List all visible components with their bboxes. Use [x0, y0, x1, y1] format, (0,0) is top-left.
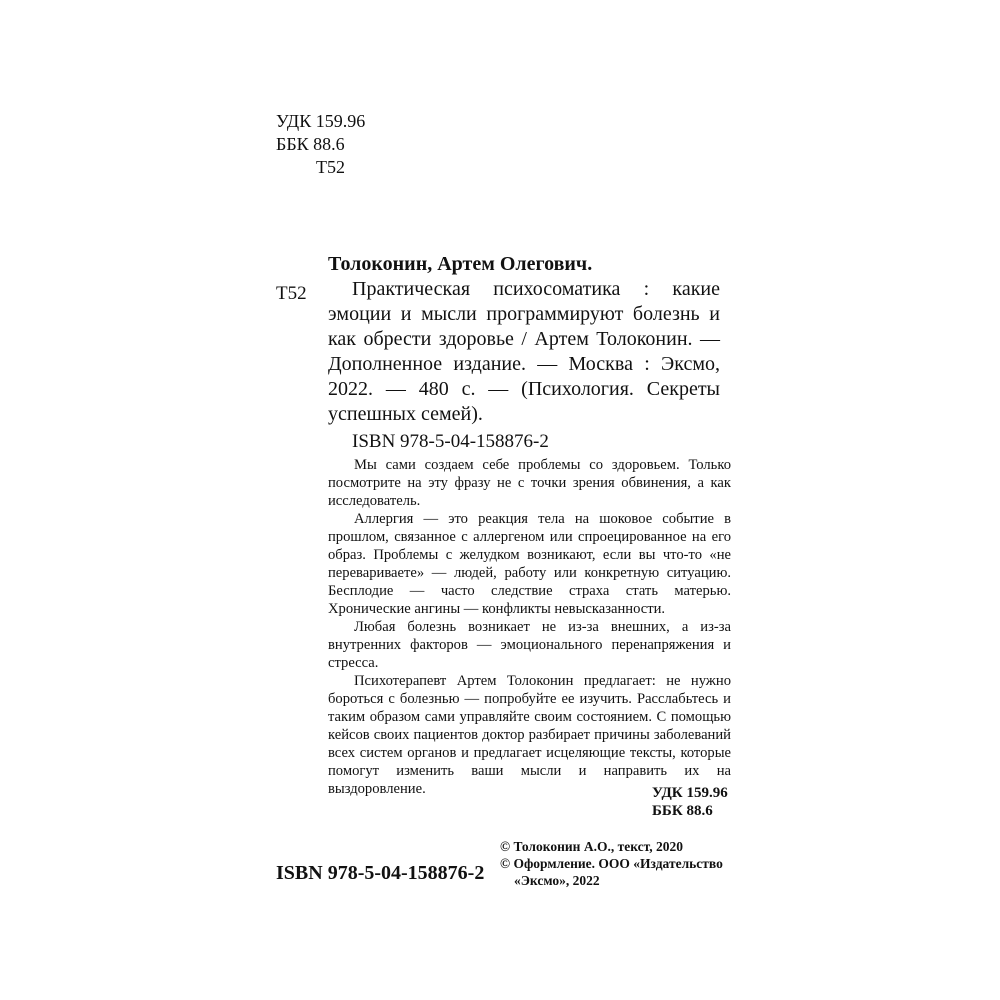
bbk-code: ББК 88.6	[652, 803, 713, 819]
copyright-publisher: «Эксмо», 2022	[514, 873, 600, 888]
bbk-code: ББК 88.6	[276, 134, 345, 154]
annotation-paragraph: Аллергия — это реакция тела на шоковое событие в прошлом, связанное с аллергеном или спроецированное на его образ. Проблемы с желудком возникают, если вы что-то «не перевариваете» — людей, работу или конкретную ситуацию. Бесплодие — часто следствие страха стать матерью. Хронические ангины — конфликты невысказанности.	[328, 511, 731, 617]
annotation-paragraph: Психотерапевт Артем Толоконин предлагает: не нужно бороться с болезнью — попробуйте ее изучить. Расслабьтесь и таким образом сами управляйте своим состоянием. С помощью кейсов своих пациентов доктор разбирает причины заболеваний всех систем органов и предлагает исцеляющие тексты, которые помогут изменить ваши мысли и направить их на выздоровление.	[328, 673, 731, 797]
bibliographic-description: Практическая психосоматика : какие эмоции и мысли программируют болезнь и как обрести здоровье / Артем Толоконин. — Дополненное издание. — Москва : Эксмо, 2022. — 480 с. — (Психология. Секреты успешных семей).	[328, 278, 720, 425]
author-mark: Т52	[316, 157, 345, 177]
annotation	[328, 456, 731, 798]
annotation-paragraph: Любая болезнь возникает не из-за внешних, а из-за внутренних факторов — эмоционального перенапряжения и стресса.	[328, 619, 731, 671]
copyright-text: © Толоконин А.О., текст, 2020	[500, 839, 683, 854]
udk-code: УДК 159.96	[276, 111, 366, 131]
author-heading: Толоконин, Артем Олегович.	[328, 253, 593, 275]
copyright-design: © Оформление. ООО «Издательство	[500, 856, 723, 871]
isbn-record: ISBN 978-5-04-158876-2	[352, 431, 549, 452]
annotation-paragraph: Мы сами создаем себе проблемы со здоровьем. Только посмотрите на эту фразу не с точки зрения обвинения, а как исследователь.	[328, 457, 731, 509]
udk-code: УДК 159.96	[652, 785, 728, 801]
isbn-footer: ISBN 978-5-04-158876-2	[276, 862, 485, 884]
classification-block-top	[276, 110, 365, 179]
author-mark-side: Т52	[276, 283, 307, 304]
copyright-block	[500, 838, 723, 889]
classification-block-bottom	[652, 784, 728, 820]
